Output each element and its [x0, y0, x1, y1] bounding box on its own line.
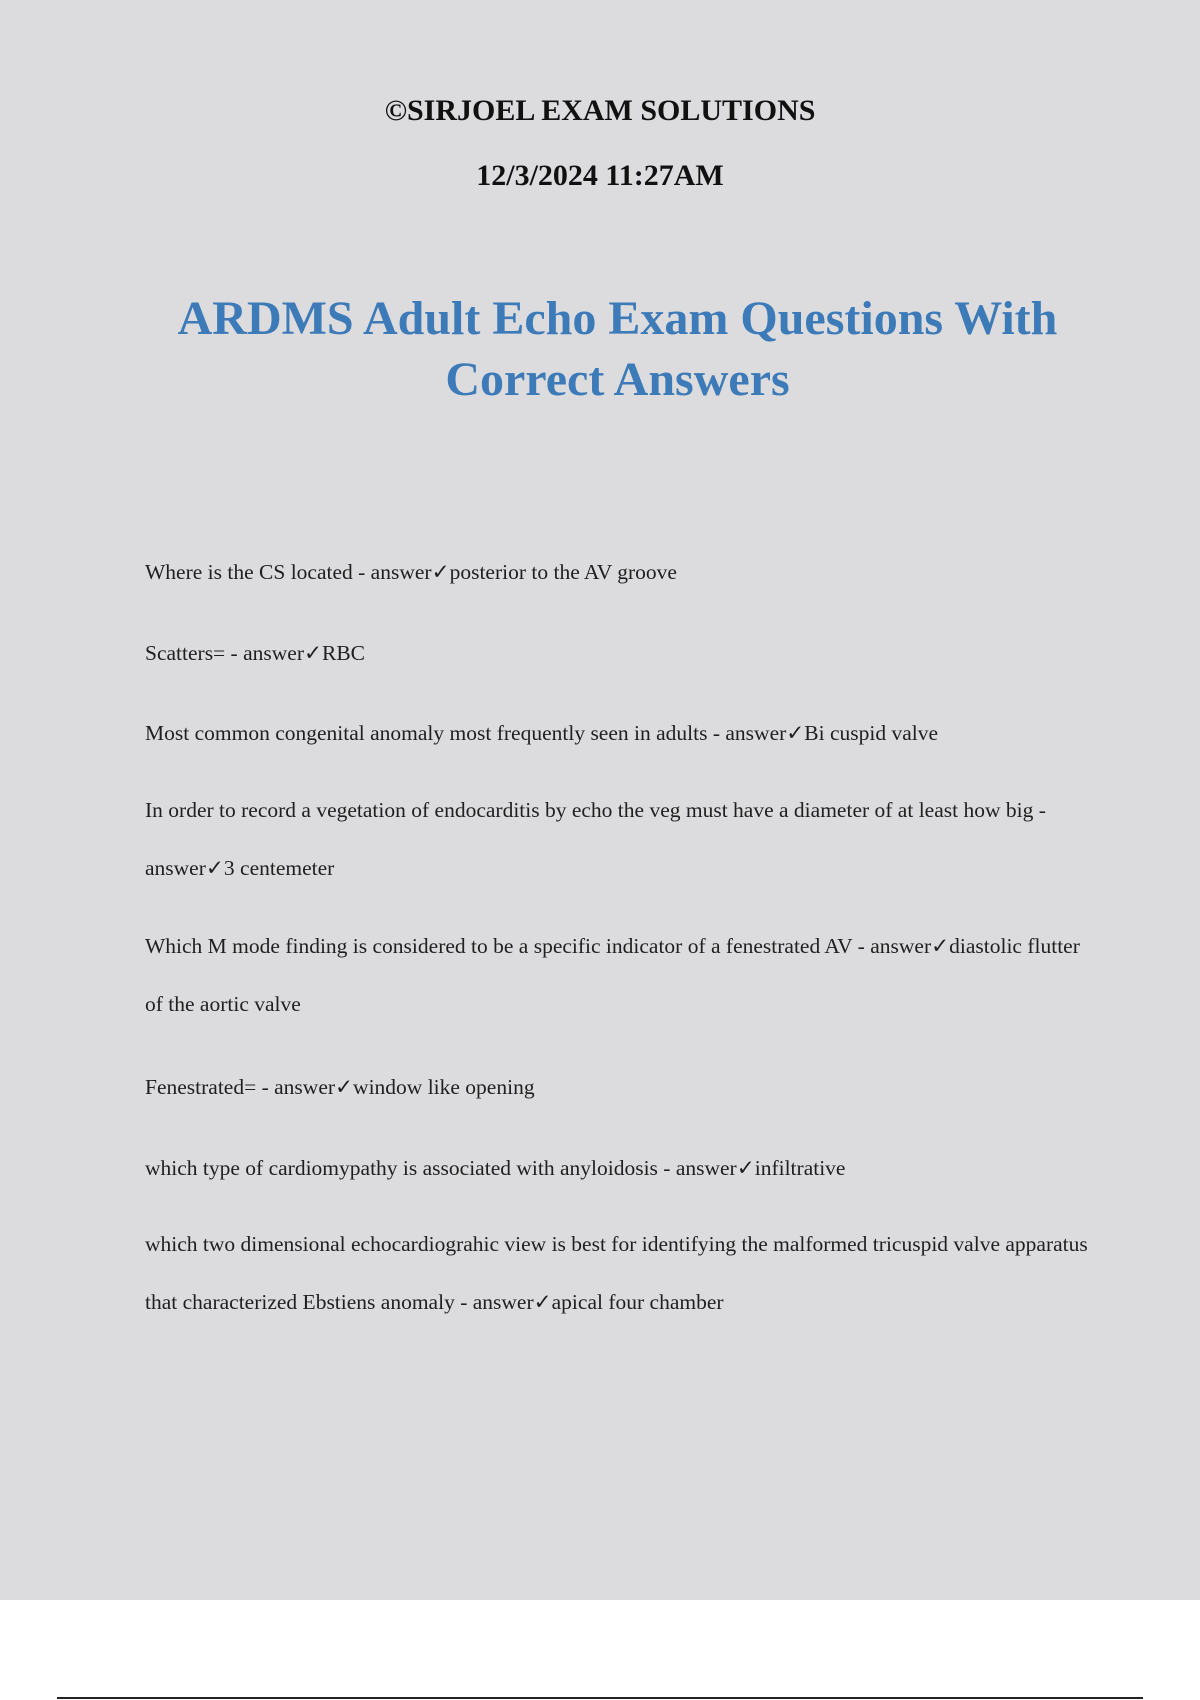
qa-item: Most common congenital anomaly most frequently seen in adults - answer✓Bi cuspid valve: [145, 721, 939, 745]
qa-item: which two dimensional echocardiograhic view is best for identifying the malformed tricuspid valve apparatus that characterized Ebstiens anomaly - answer✓apical four chamber: [145, 1232, 1088, 1314]
document-datetime: 12/3/2024 11:27AM: [476, 159, 724, 192]
document-title: ARDMS Adult Echo Exam Questions With Correct Answers: [177, 292, 1058, 406]
footer-divider: [57, 1697, 1143, 1699]
qa-item: In order to record a vegetation of endocarditis by echo the veg must have a diameter of at least how big - answer✓3 centemeter: [145, 798, 1046, 880]
qa-item: Fenestrated= - answer✓window like opening: [145, 1075, 535, 1099]
qa-item: which type of cardiomypathy is associated with anyloidosis - answer✓infiltrative: [145, 1156, 846, 1180]
qa-item: Which M mode finding is considered to be a specific indicator of a fenestrated AV - answer✓diastolic flutter of the aortic valve: [145, 934, 1080, 1016]
brand-header: ©SIRJOEL EXAM SOLUTIONS: [384, 94, 816, 127]
qa-item: Where is the CS located - answer✓posterior to the AV groove: [145, 560, 677, 584]
qa-item: Scatters= - answer✓RBC: [145, 641, 366, 665]
